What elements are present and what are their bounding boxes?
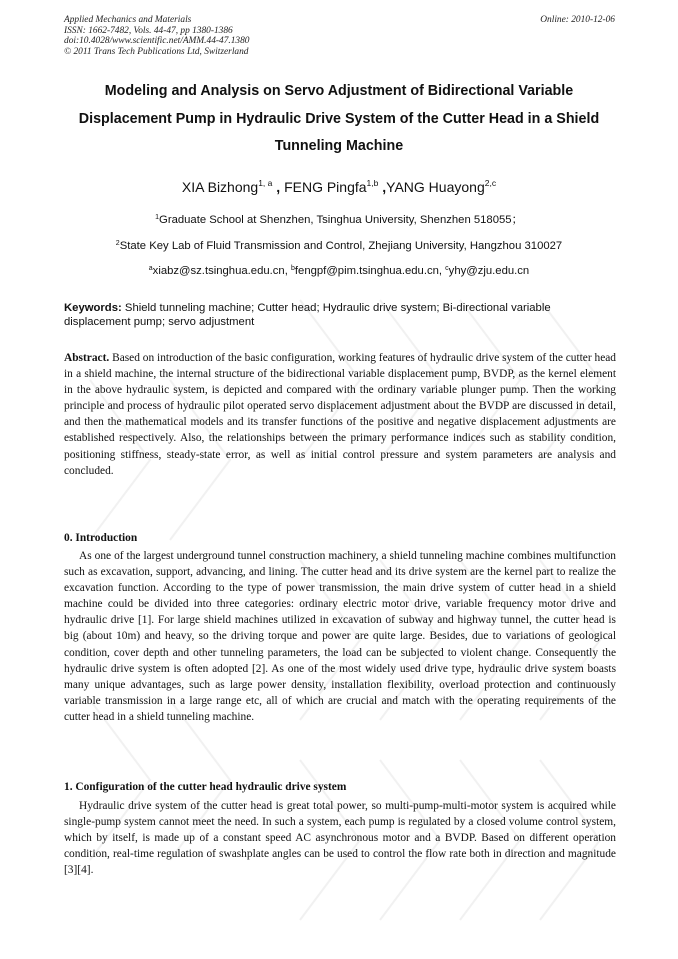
- affiliation-1: [62, 213, 616, 227]
- affiliation-text: Graduate School at Shenzhen, Tsinghua University, Shenzhen 518055；: [159, 214, 523, 226]
- email-mark: c: [445, 265, 449, 272]
- author-separator: ,: [378, 179, 387, 195]
- author-name: FENG Pingfa: [284, 179, 367, 195]
- doi-line: doi:10.4028/www.scientific.net/AMM.44-47.1380: [64, 36, 250, 47]
- author-list: [62, 177, 616, 197]
- paragraph: As one of the largest underground tunnel construction machinery, a shield tunneling machine combines multifunction such as excavation, support, advancing, and lining. The cutter head and its drive system are the kernel part to realize the excavation function. According to the type of power transmission, the main drive system of cutter head in a shield machine could be divided into three categories: ordinary electric motor drive, variable frequency motor drive and hydraulic drive [1]. For large shield machines utilized in excavation of subway and highway tunnel, the cutter head is big (about 10m) and heavy, so the driving torque and power are quite large. Besides, due to variations of geological condition, cover depth and other tunneling parameters, the load can be subjected to violent change. Consequently the hydraulic drive system is often adopted [2]. As one of the most widely used drive type, hydraulic drive system boasts many unique advantages, such as large power density, installation flexibility, overload protection and continuously variable transmission in a large range etc, all of which are crucial and match with the operating requirements of the cutter head in a shield tunneling machine.: [64, 550, 616, 723]
- journal-name: Applied Mechanics and Materials: [64, 15, 192, 25]
- paragraph: Hydraulic drive system of the cutter head is great total power, so multi-pump-multi-motor system is acquired while single-pump system cannot meet the need. In such a system, each pump is regulated by a closed volume control system, which by itself, is made up of a constant speed AC asynchronous motor and a BVDP. Based on different operation condition, real-time regulation of swashplate angles can be used to control the flow rate both in direction and magnitude [3][4].: [64, 800, 616, 877]
- introduction-body: [64, 548, 616, 725]
- author-affiliation-mark: 2,c: [484, 178, 497, 188]
- email-mark: b: [291, 265, 295, 272]
- copyright-line: © 2011 Trans Tech Publications Ltd, Switzerland: [64, 46, 249, 57]
- author-name: YANG Huayong: [386, 179, 485, 195]
- author-name: XIA Bizhong: [181, 179, 259, 195]
- online-date: Online: 2010-12-06: [540, 15, 615, 25]
- email-link[interactable]: fengpf@pim.tsinghua.edu.cn,: [294, 265, 446, 277]
- abstract-label: Abstract.: [64, 352, 110, 364]
- keywords-text: Shield tunneling machine; Cutter head; Hydraulic drive system; Bi-directional variable displacement pump; servo adjustment: [64, 302, 551, 328]
- affiliation-mark: 1: [155, 214, 160, 221]
- abstract-text: Based on introduction of the basic configuration, working features of hydraulic drive system of the cutter head in a shield machine, the internal structure of the bidirectional variable displacement pump, BVDP, as the kernel element in the above hydraulic system, is depicted and compared with the ordinary variable plunger pump. Then the working principle and process of hydraulic pilot operated servo displacement adjustment about the BVDP are discussed in detail, and then the mathematical models and its transfer functions of the positive and negative displacement adjustments are established respectively. Also, the relationships between the primary performance indices such as stability condition, positioning stiffness, steady-state error, as well as initial control pressure and system parameters are analysis and concluded.: [64, 352, 616, 477]
- keywords-label: Keywords:: [64, 302, 122, 314]
- author-emails: [62, 264, 616, 278]
- affiliation-2: [62, 239, 616, 253]
- author-affiliation-mark: 1, a: [258, 178, 273, 188]
- affiliation-text: State Key Lab of Fluid Transmission and Control, Zhejiang University, Hangzhou 310027: [119, 240, 563, 252]
- author-affiliation-mark: 1,b: [366, 178, 379, 188]
- affiliation-mark: 2: [115, 240, 120, 247]
- journal-header: [64, 15, 249, 57]
- keywords: [64, 302, 618, 329]
- section-heading-introduction: 0. Introduction: [64, 532, 138, 544]
- configuration-body: [64, 798, 616, 878]
- paper-title: Modeling and Analysis on Servo Adjustment of Bidirectional Variable Displacement Pump in Hydraulic Drive System of the Cutter Head in a Shield Tunneling Machine: [78, 83, 600, 154]
- email-link[interactable]: yhy@zju.edu.cn: [448, 265, 530, 277]
- email-mark: a: [148, 265, 153, 272]
- email-link[interactable]: xiabz@sz.tsinghua.edu.cn,: [152, 265, 291, 277]
- author-separator: ,: [272, 179, 285, 195]
- section-heading-configuration: 1. Configuration of the cutter head hydraulic drive system: [64, 781, 347, 793]
- abstract: [64, 350, 616, 479]
- issn-line: ISSN: 1662-7482, Vols. 44-47, pp 1380-1386: [64, 25, 233, 36]
